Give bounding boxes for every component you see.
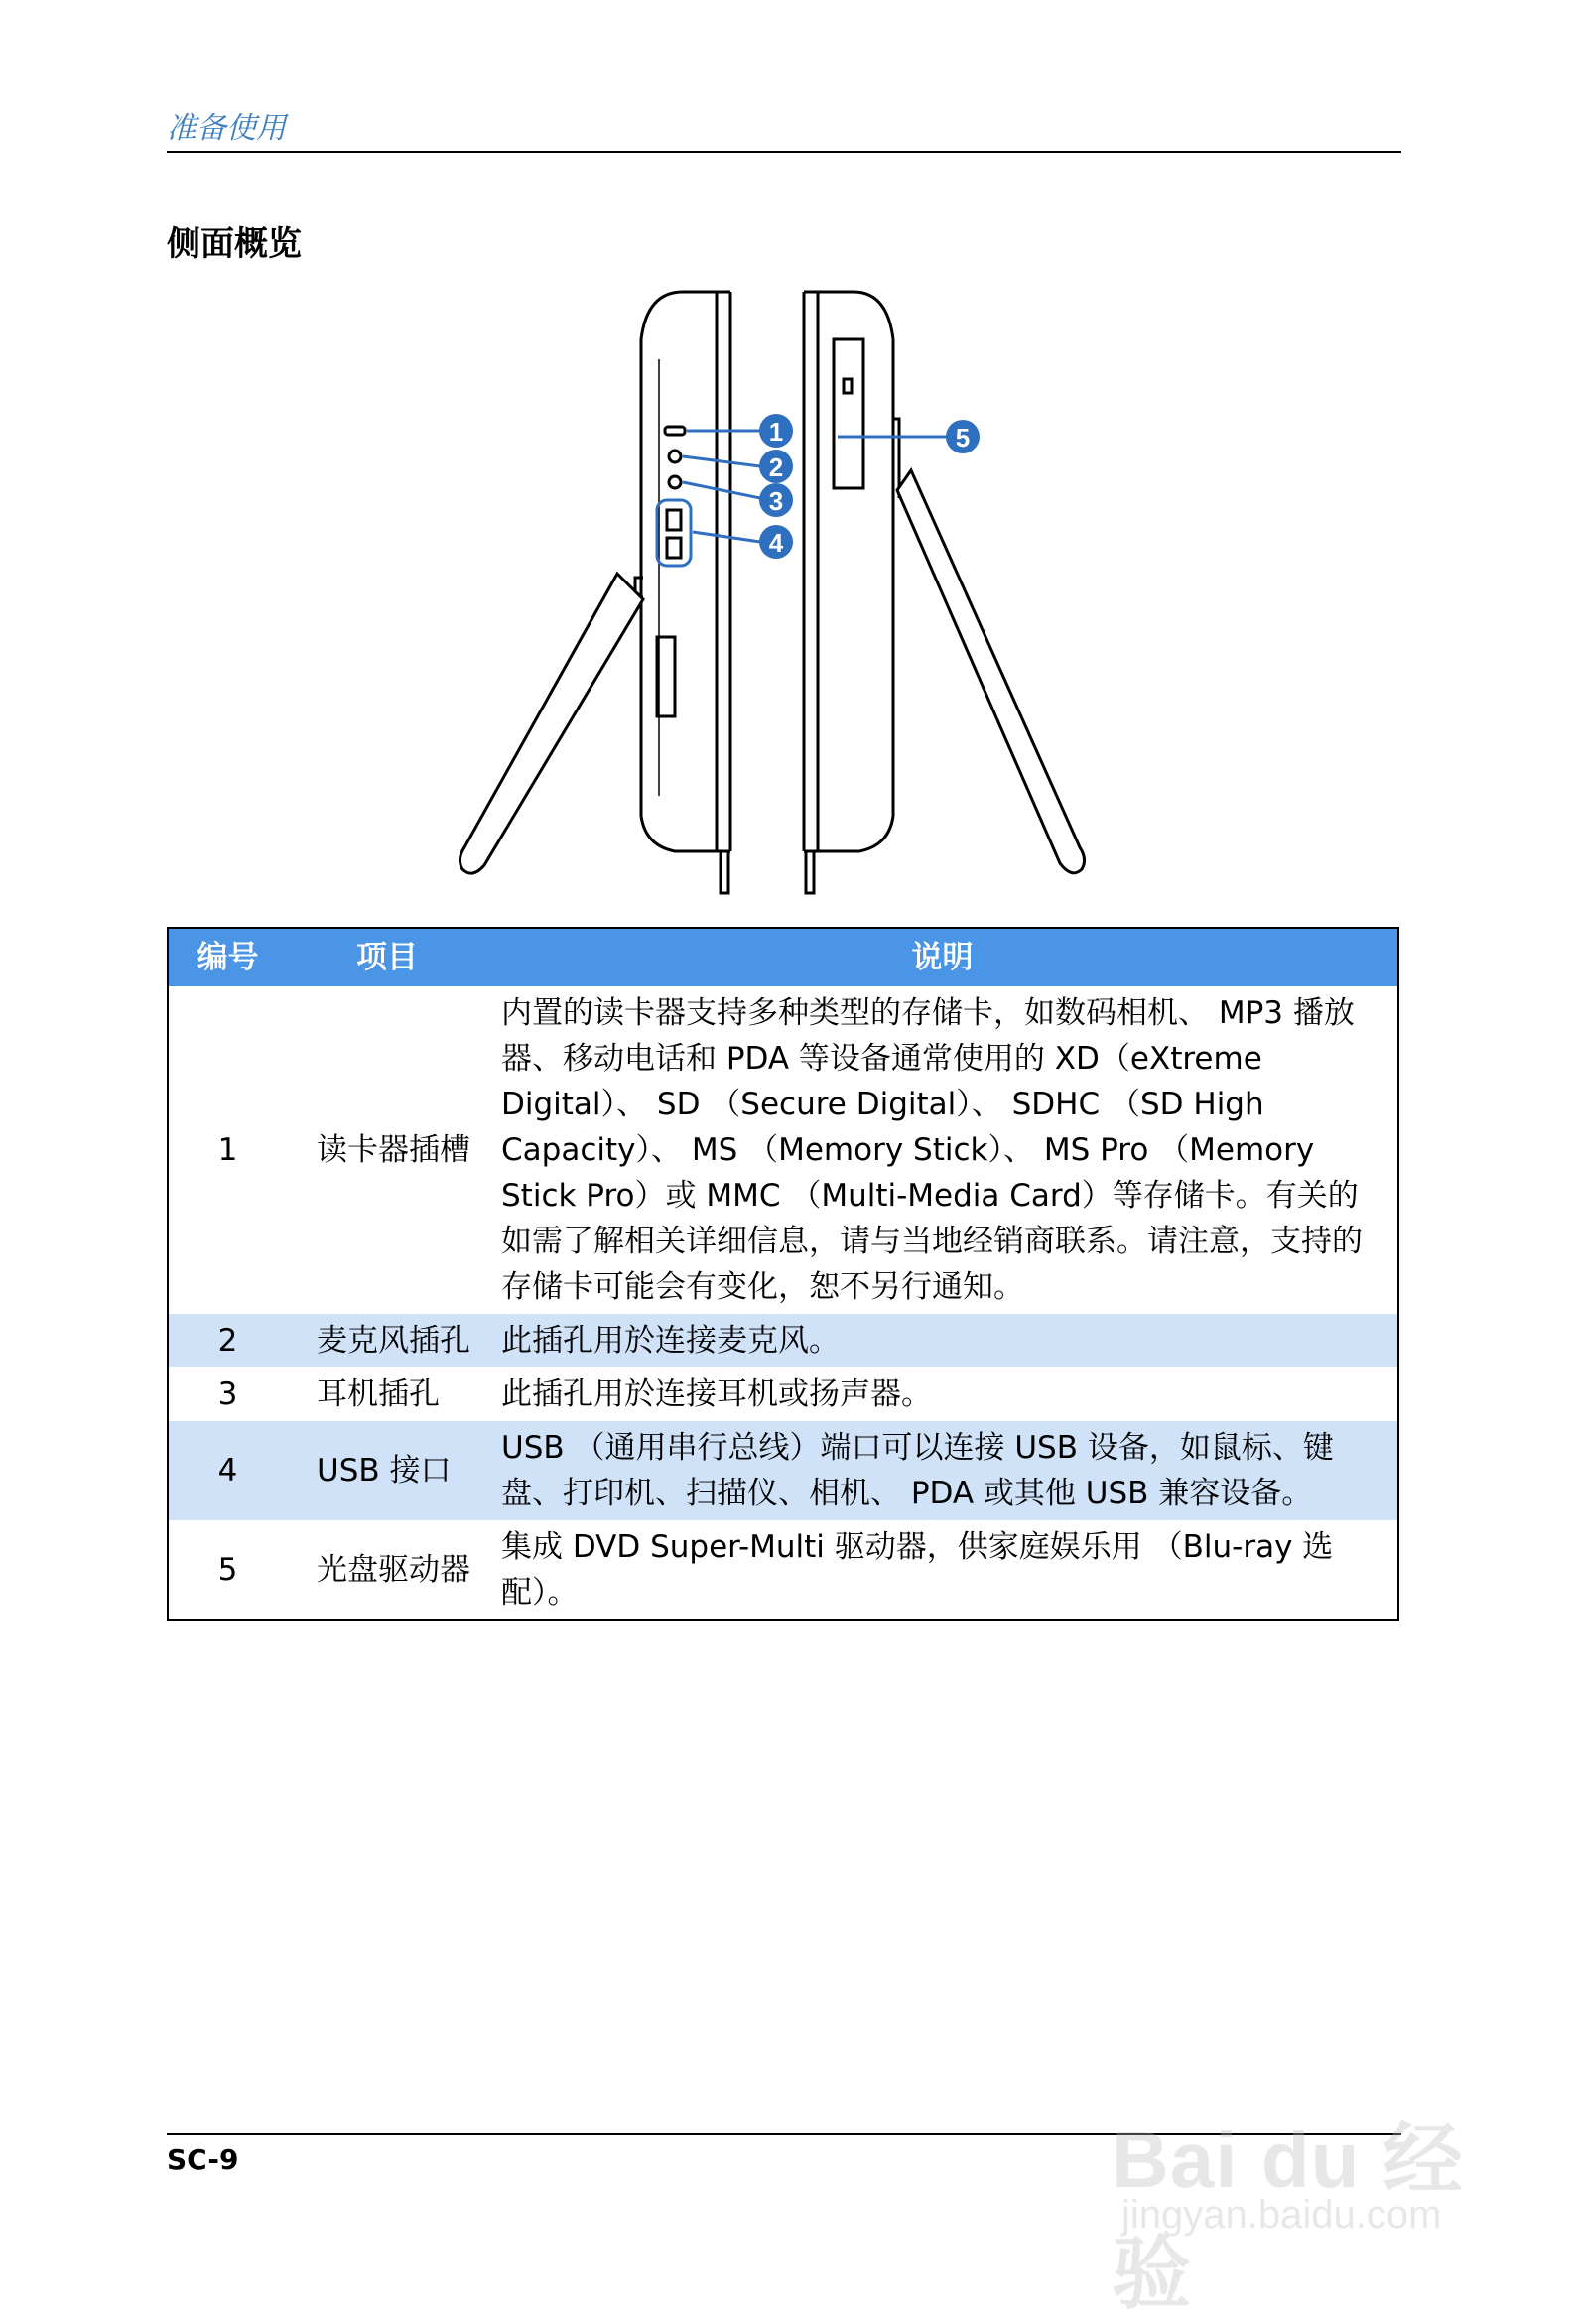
header-num: 编号 [168,928,287,986]
left-device [460,292,730,893]
row-desc: 此插孔用於连接耳机或扬声器。 [501,1376,932,1412]
row-desc: 内置的读卡器支持多种类型的存储卡，如数码相机、 MP3 播放器、移动电话和 PDA 等设备通常使用的 XD（eXtreme Digital）、 SD （Secure Digital）、 SDHC （SD High Capacity）、 MS （Memory Stick）、 MS Pro （Memory Stick Pro）或 MMC （Multi-Media Card）等存储卡。有关的如需了解相关详细信息，请与当地经销商联系。请注意，支持的存储卡可能会有变化，恕不另行通知。 [501,995,1363,1305]
baidu-watermark [1112,2044,1509,2318]
svg-text:1: 1 [768,417,784,447]
watermark-url: jingyan.baidu.com [1121,2193,1442,2237]
svg-text:5: 5 [955,423,971,452]
callout-1 [759,414,793,448]
side-view-figure [437,280,1151,915]
table-row [168,1421,1398,1520]
svg-text:4: 4 [768,528,784,558]
section-title: 侧面概览 [167,224,302,264]
row-item: 耳机插孔 [317,1376,440,1412]
header-divider [167,151,1401,153]
table-row [168,1314,1398,1367]
svg-text:3: 3 [768,486,784,516]
page-header-title: 准备使用 [167,111,286,146]
table-row [168,986,1398,1314]
row-num: 1 [217,1132,238,1168]
row-item: 光盘驱动器 [317,1552,470,1588]
table-row [168,1367,1398,1421]
row-num: 5 [217,1552,238,1588]
row-item: USB 接口 [287,1421,487,1520]
table-header-row [168,928,1398,986]
table-row [168,1520,1398,1620]
right-device [804,292,1085,893]
row-num: 4 [168,1421,287,1520]
header-item: 项目 [287,928,487,986]
row-item: 麦克风插孔 [287,1314,487,1367]
row-desc: 此插孔用於连接麦克风。 [487,1314,1398,1367]
spec-table [167,927,1399,1621]
row-desc: 集成 DVD Super-Multi 驱动器，供家庭娱乐用 （Blu-ray 选配）。 [501,1529,1334,1611]
side-view-diagram [437,280,1151,915]
callout-2 [759,450,793,483]
svg-text:2: 2 [768,452,784,482]
row-item: 读卡器插槽 [317,1132,470,1168]
header-desc: 说明 [487,928,1398,986]
page-number: SC-9 [167,2143,239,2176]
callout-3 [759,483,793,517]
row-num: 3 [217,1376,238,1412]
row-num: 2 [168,1314,287,1367]
callout-5 [946,420,980,453]
watermark-brand: Bai du 经验 [1112,2116,1464,2318]
callout-4 [759,525,793,559]
row-desc: USB （通用串行总线）端口可以连接 USB 设备，如鼠标、键盘、打印机、扫描仪、相机、 PDA 或其他 USB 兼容设备。 [487,1421,1398,1520]
